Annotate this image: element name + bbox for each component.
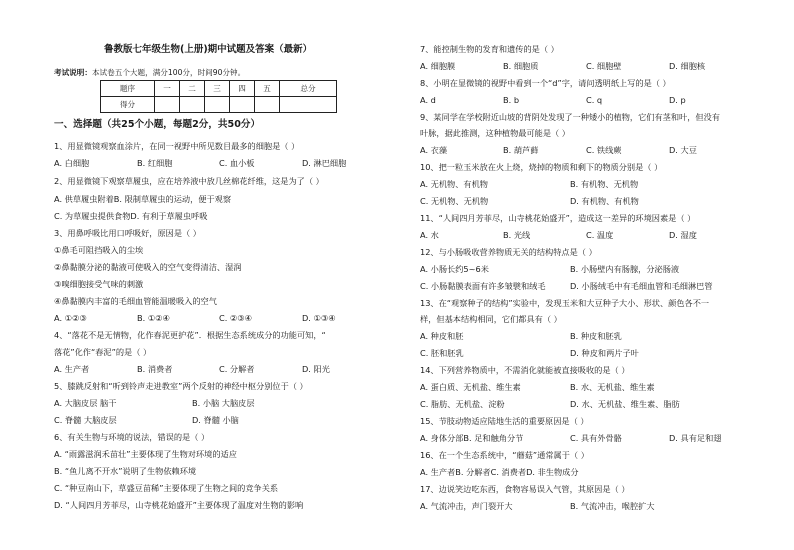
statement-line: ①鼻毛可阻挡吸入的尘埃 — [54, 245, 144, 255]
score-cell: 四 — [230, 81, 255, 97]
exam-note-text: 本试卷五个大题，满分100分，时间90分钟。 — [91, 68, 246, 77]
option-line: D. 有机物、有机物 — [570, 196, 639, 206]
option-line: B. 消费者 — [137, 364, 173, 374]
score-table — [100, 80, 337, 113]
option-line: B. 小肠壁内有肠腺，分泌肠液 — [570, 264, 680, 274]
question-line: 15、节肢动物适应陆地生活的重要原因是（ ） — [420, 416, 589, 426]
question-line: 样，但基本结构相同，它们都具有（ ） — [420, 314, 562, 324]
option-line: C. 脊髓 大脑皮层 — [54, 415, 117, 425]
score-cell: 总分 — [280, 81, 337, 97]
option-line: B. 葫芦藓 — [503, 145, 539, 155]
score-cell — [155, 97, 180, 113]
score-cell — [180, 97, 205, 113]
option-line: A. 身体分部B. 足和触角分节 — [420, 433, 524, 443]
score-cell: 二 — [180, 81, 205, 97]
option-line: C. 分解者 — [219, 364, 255, 374]
option-line: B. 种皮和胚乳 — [570, 331, 622, 341]
score-cell — [230, 97, 255, 113]
option-line: C. 为草履虫提供食物D. 有利于草履虫呼吸 — [54, 211, 208, 221]
score-cell: 三 — [205, 81, 230, 97]
option-line: A. 衣藻 — [420, 145, 448, 155]
option-line: C. 具有外骨骼 — [570, 433, 622, 443]
statement-line: ④鼻黏膜内丰富的毛细血管能温暖吸入的空气 — [54, 296, 217, 306]
option-line: D. 小肠绒毛中有毛细血管和毛细淋巴管 — [570, 281, 713, 291]
score-cell: 五 — [255, 81, 280, 97]
score-cell: 题序 — [101, 81, 155, 97]
question-line: 17、边说笑边吃东西，食物容易误入气管，其原因是（ ） — [420, 484, 630, 494]
option-line: C. 细胞壁 — [586, 61, 622, 71]
option-line: A. 细胞膜 — [420, 61, 456, 71]
option-line: A. 水 — [420, 230, 439, 240]
option-line: A. 种皮和胚 — [420, 331, 464, 341]
question-line: 16、在一个生态系统中，“蘑菇”通常属于（ ） — [420, 450, 589, 460]
question-line: 4、“落花不是无情物，化作春泥更护花”．根据生态系统成分的功能可知，“ — [54, 330, 326, 340]
option-line: C. 胚和胚乳 — [420, 348, 464, 358]
option-line: C. 无机物、无机物 — [420, 196, 489, 206]
option-line: D. 具有足和翅 — [669, 433, 722, 443]
option-line: B. 水、无机盐、维生素 — [570, 382, 655, 392]
question-line: 2、用显微镜下观察草履虫，应在培养液中放几丝棉花纤维，这是为了（ ） — [54, 176, 324, 186]
option-line: A. 生产者B. 分解者C. 消费者D. 非生物成分 — [420, 467, 579, 477]
option-line: A. 无机物、有机物 — [420, 179, 488, 189]
question-line: 10、把一粒玉米放在火上烧，烧掉的物质和剩下的物质分别是（ ） — [420, 162, 663, 172]
question-line: 落花”化作“春泥”的是（ ） — [54, 347, 152, 357]
option-line: D. 大豆 — [669, 145, 697, 155]
section-heading: 一、选择题（共25个小题，每题2分，共50分） — [54, 119, 261, 130]
option-line: D. 种皮和两片子叶 — [570, 348, 639, 358]
question-line: 14、下列营养物质中，不需消化就能被直接吸收的是（ ） — [420, 365, 630, 375]
score-table-score-row — [101, 97, 337, 113]
option-line: A. 气流冲击，声门裂开大 — [420, 501, 513, 511]
option-line: B. 细胞质 — [503, 61, 539, 71]
option-line: B. 小脑 大脑皮层 — [192, 398, 255, 408]
option-line: B. 气流冲击，喉腔扩大 — [570, 501, 655, 511]
question-line: 12、与小肠吸收营养物质无关的结构特点是（ ） — [420, 247, 597, 257]
question-line: 9、某同学在学校附近山坡的背阴处发现了一种矮小的植物，它们有茎和叶，但没有 — [420, 112, 720, 122]
question-line: 5、膝跳反射和“听到铃声走进教室”两个反射的神经中枢分别位于（ ） — [54, 381, 308, 391]
option-line: B. “鱼儿离不开水”说明了生物依赖环境 — [54, 466, 197, 476]
option-line: D. “人间四月芳菲尽，山寺桃花始盛开”主要体现了温度对生物的影响 — [54, 500, 304, 510]
score-cell — [205, 97, 230, 113]
option-line: D. 淋巴细胞 — [302, 158, 347, 168]
option-line: A. d — [420, 95, 436, 105]
option-line: B. b — [503, 95, 520, 105]
option-line: C. q — [586, 95, 603, 105]
option-line: B. 光线 — [503, 230, 531, 240]
option-line: C. 脂肪、无机盐、淀粉 — [420, 399, 505, 409]
option-line: C. 血小板 — [219, 158, 255, 168]
question-line: 13、在“观察种子的结构”实验中，发现玉米和大豆种子大小、形状、颜色各不一 — [420, 298, 710, 308]
question-line: 8、小明在显微镜的视野中看到一个“d”字，请问透明纸上写的是（ ） — [420, 78, 671, 88]
option-line: D. p — [669, 95, 686, 105]
option-line: A. “雨露滋润禾苗壮”主要体现了生物对环境的适应 — [54, 449, 237, 459]
exam-note — [54, 68, 245, 78]
option-line: D. 细胞核 — [669, 61, 706, 71]
score-table-header-row — [101, 81, 337, 97]
option-line: A. 大脑皮层 脑干 — [54, 398, 117, 408]
option-line: B. ①②④ — [137, 313, 170, 323]
question-line: 6、有关生物与环境的说法，错误的是（ ） — [54, 432, 210, 442]
option-line: D. 湿度 — [669, 230, 697, 240]
statement-line: ②鼻黏膜分泌的黏液可使吸入的空气变得清洁、湿润 — [54, 262, 242, 272]
question-line: 11、“人间四月芳菲尽，山寺桃花始盛开”，造成这一差异的环境因素是（ ） — [420, 213, 696, 223]
option-line: B. 红细胞 — [137, 158, 173, 168]
option-line: A. 生产者 — [54, 364, 90, 374]
option-line: D. ①③④ — [302, 313, 336, 323]
score-cell: 得分 — [101, 97, 155, 113]
statement-line: ③嗅细胞接受气味的刺激 — [54, 279, 144, 289]
question-line: 7、能控制生物的发育和遗传的是（ ） — [420, 44, 559, 54]
option-line: D. 脊髓 小脑 — [192, 415, 239, 425]
score-cell: 一 — [155, 81, 180, 97]
option-line: D. 水、无机盐、维生素、脂肪 — [570, 399, 680, 409]
option-line: A. 白细胞 — [54, 158, 90, 168]
question-line: 1、用显微镜观察血涂片，在同一视野中所见数目最多的细胞是（ ） — [54, 141, 300, 151]
option-line: C. 温度 — [586, 230, 614, 240]
option-line: B. 有机物、无机物 — [570, 179, 639, 189]
option-line: D. 阳光 — [302, 364, 330, 374]
option-line: C. 小肠黏膜表面有许多皱襞和绒毛 — [420, 281, 546, 291]
option-line: A. 供草履虫附着B. 限制草履虫的运动，便于观察 — [54, 194, 232, 204]
option-line: A. ①②③ — [54, 313, 87, 323]
option-line: C. 铁线蕨 — [586, 145, 622, 155]
option-line: C. “种豆南山下，草盛豆苗稀”主要体现了生物之间的竞争关系 — [54, 483, 279, 493]
score-cell — [280, 97, 337, 113]
option-line: C. ②③④ — [219, 313, 252, 323]
score-cell — [255, 97, 280, 113]
option-line: A. 小肠长约5~6米 — [420, 264, 489, 274]
question-line: 叶脉，据此推测，这种植物最可能是（ ） — [420, 128, 570, 138]
exam-note-label: 考试说明： — [54, 68, 92, 77]
question-line: 3、用鼻呼吸比用口呼吸好，原因是（ ） — [54, 228, 201, 238]
document-title: 鲁教版七年级生物(上册)期中试题及答案（最新） — [104, 44, 313, 55]
option-line: A. 蛋白质、无机盐、维生素 — [420, 382, 521, 392]
